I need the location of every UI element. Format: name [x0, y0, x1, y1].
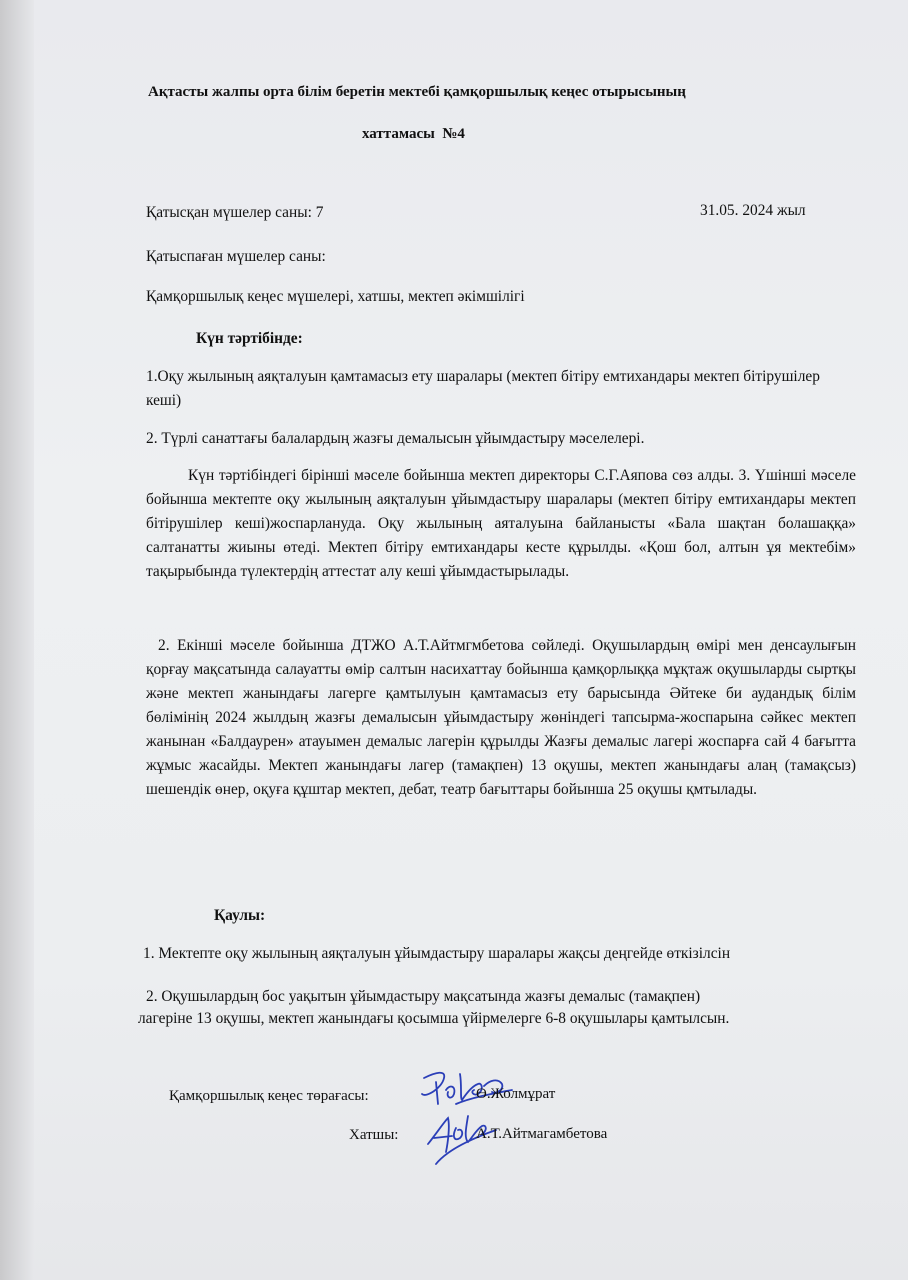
protocol-number: хаттамасы №4: [362, 126, 465, 142]
chair-name: Ө.Жолмұрат: [476, 1086, 556, 1102]
present-count: Қатысқан мүшелер саны: 7: [146, 204, 324, 221]
attendees-line: Қамқоршылық кеңес мүшелері, хатшы, мектеп әкімшілігі: [146, 288, 525, 305]
secretary-label: Хатшы:: [349, 1127, 399, 1143]
decision-heading: Қаулы:: [214, 907, 266, 924]
document-title: Ақтасты жалпы орта білім беретін мектебі қамқоршылық кеңес отырысының: [148, 84, 686, 100]
secretary-name: А.Т.Айтмагамбетова: [476, 1126, 608, 1142]
decision-item-2-line-1: 2. Оқушылардың бос уақытын ұйымдастыру мақсатында жазғы демалыс (тамақпен): [146, 988, 701, 1005]
paragraph-second-question: 2. Екінші мәселе бойынша ДТЖО А.Т.Айтмгмбетова сөйледі. Оқушылардың өмірі мен денсаулығын қорғау мақсатында салауатты өмір салтын насихаттау бойынша қамқорлыққа мұқтаж оқушыларды сыртқы және мектеп жанындағы лагерге қамтылуын қамтамасыз ету барысында Әйтеке би аудандық білім бөлімінің 2024 жылдың жазғы демалысын ұйымдастыру жөніндегі тапсырма-жоспарына сәйкес мектеп жанынан «Балдаурен» атауымен демалыс лагерін құрылды Жазғы демалыс лагері жоспарға сай 4 бағытта жұмыс жасайды. Мектеп жанындағы лагер (тамақпен) 13 оқушы, мектеп жанындағы алаң (тамақсыз) шешендік өнер, оқуға құштар мектеп, дебат, театр бағыттары бойынша 25 оқушы қмтылады.: [146, 637, 856, 798]
agenda-heading: Күн тәртібінде:: [196, 330, 303, 347]
agenda-item-1: 1.Оқу жылының аяқталуын қамтамасыз ету шаралары (мектеп бітіру емтихандары мектеп бітірушілер кеші): [146, 368, 820, 409]
chair-label: Қамқоршылық кеңес төрағасы:: [169, 1088, 369, 1104]
meeting-date: 31.05. 2024 жыл: [700, 202, 806, 219]
absent-count: Қатыспаған мүшелер саны:: [146, 248, 326, 265]
decision-item-1: 1. Мектепте оқу жылының аяқталуын ұйымдастыру шаралары жақсы деңгейде өткізілсін: [143, 945, 731, 962]
decision-item-2-line-2: лагеріне 13 оқушы, мектеп жанындағы қосымша үйірмелерге 6-8 оқушылары қамтылсын.: [138, 1010, 730, 1027]
paragraph-first-question: Күн тәртібіндегі бірінші мәселе бойынша мектеп директоры С.Г.Аяпова сөз алды. 3. Үшінші мәселе бойынша мектепте оқу жылының аяқталуын ұйымдастыру шаралары (мектеп бітіру емтихандары мектеп бітірушілер кеші)жоспарлануда. Оқу жылының аяталуына байланысты «Бала шақтан болашаққа» салтанатты жиыны өтеді. Мектеп бітіру емтихандары кесте құрылды. «Қош бол, алтын ұя мектебім» тақырыбында түлектердің аттестат алу кеші ұйымдастырылады.: [146, 467, 856, 580]
agenda-item-2: 2. Түрлі санаттағы балалардың жазғы демалысын ұйымдастыру мәселелері.: [146, 430, 645, 447]
